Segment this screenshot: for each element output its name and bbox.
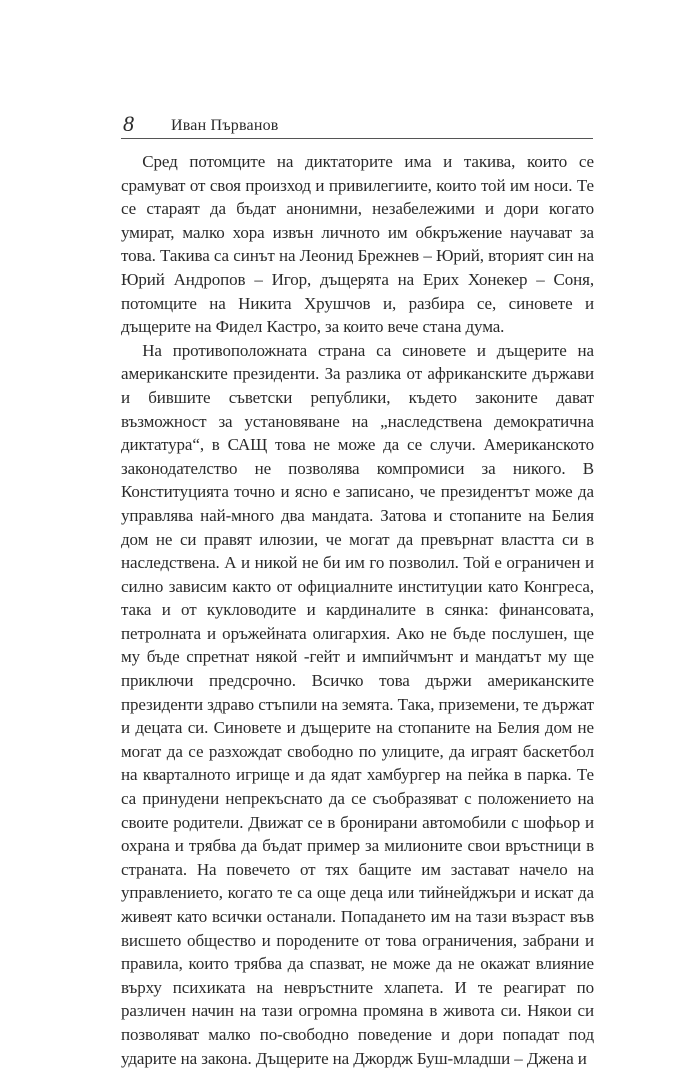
paragraph: На противоположната страна са синовете и дъщерите на американските президенти. За разлика от африканските държави и бившите съветски републики, където законите дават възможност за установяване на „наследствена демократична диктатура“, в САЩ това не може да се случи. Американското законодателство не позволява компромиси за никого. В Конституцията точно и ясно е записано, че президентът може да управлява най-много два мандата. Затова и стопаните на Белия дом не си правят илюзии, че могат да превърнат властта си в наследствена. А и никой не би им го позволил. Той е ограничен и силно зависим както от официалните институции като Конгреса, така и от кукловодите и кардиналите в сянка: финансовата, петролната и оръжейната олигархия. Ако не бъде послушен, ще му бъде спретнат някой -гейт и импийчмънт и мандатът му ще приключи предсрочно. Всичко това държи американските президенти здраво стъпили на земята. Така, приземени, те държат и децата си. Синовете и дъщерите на стопаните на Белия дом не могат да се разхождат свободно по улиците, да играят баскетбол на кварталното игрище и да ядат хамбургер на пейка в парка. Те са принудени непрекъснато да се съобразяват с положението на своите родители. Движат се в бронирани автомобили с шофьор и охрана и трябва да бъдат пример за милионите свои връстници в страната. На повечето от тях бащите им застават начело на управлението, когато те са още деца или тийнейджъри и искат да живеят като всички останали. Попадането им на тази възраст във висшето общество и породените от това ограничения, забрани и правила, които трябва да спазват, не може да не окажат влияние върху психиката на невръстните хлапета. И те реагират по различен начин на тази огромна промяна в живота си. Някои си позволяват малко по-свободно поведение и дори попадат под ударите на закона. Дъщерите на Джордж Буш-младши – Джена и xyxy=(121,340,594,1068)
running-head-author: Иван Първанов xyxy=(171,117,279,134)
page-header xyxy=(121,112,593,139)
paragraph: Сред потомците на диктаторите има и такива, които се срамуват от своя произход и привилегиите, които той им носи. Те се стараят да бъдат анонимни, незабележими и дори когато умират, малко хора извън личното им обкръжение научават за това. Такива са синът на Леонид Брежнев – Юрий, вторият син на Юрий Андропов – Игор, дъщерята на Ерих Хонекер – Соня, потомците на Никита Хрушчов и, разбира се, синовете и дъщерите на Фидел Кастро, за които вече стана дума. xyxy=(121,152,594,337)
body-text xyxy=(121,150,594,1070)
page-number: 8 xyxy=(123,111,134,136)
